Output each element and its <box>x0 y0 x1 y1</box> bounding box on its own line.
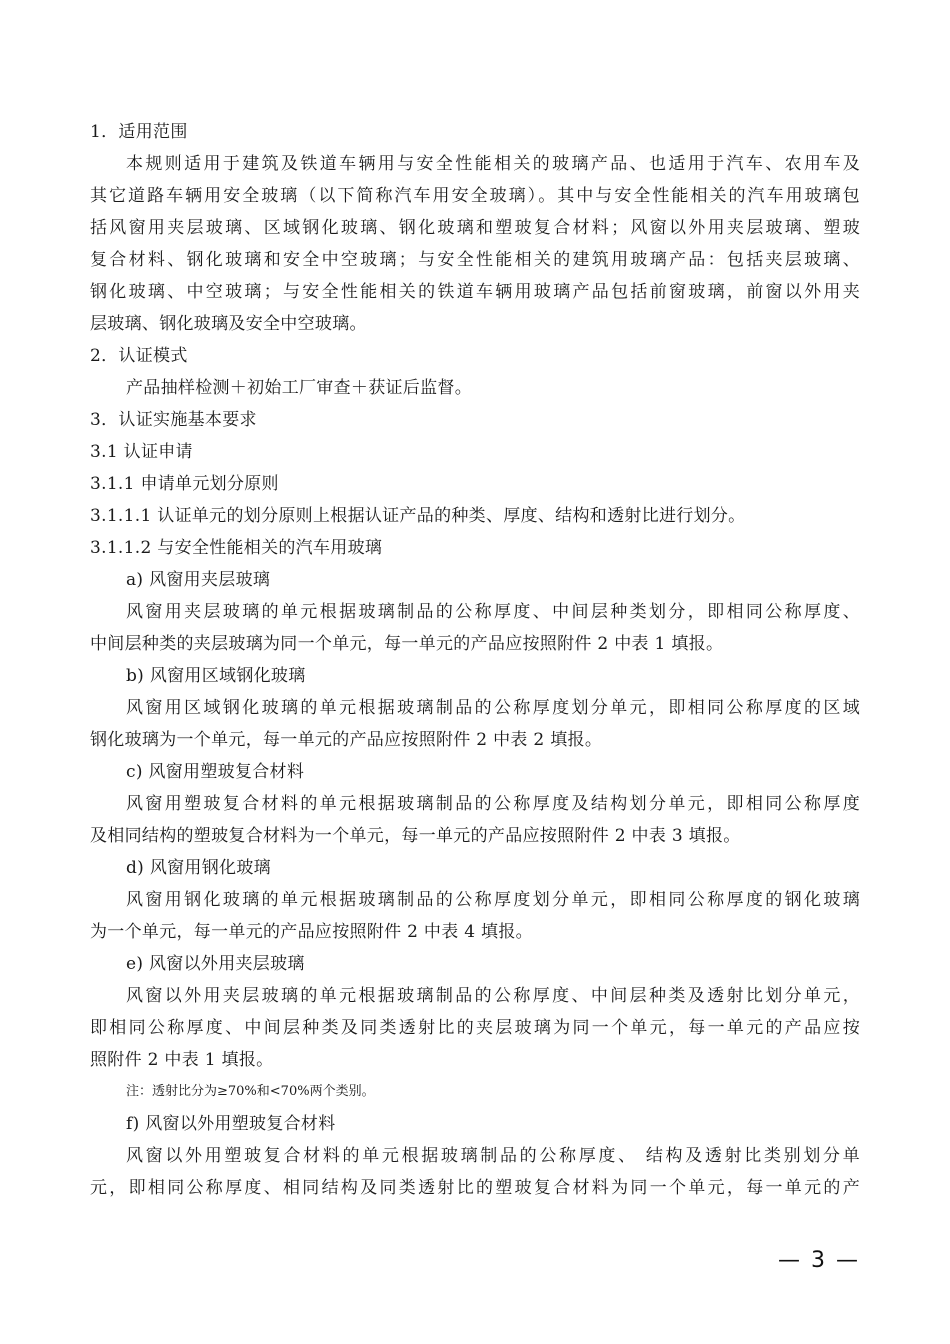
text-line: 3.1.1 申请单元划分原则 <box>90 474 279 494</box>
text-line: 风窗以外用塑玻复合材料的单元根据玻璃制品的公称厚度、 结构及透射比类别划分单 <box>126 1146 860 1166</box>
page-number: — 3 — <box>778 1248 860 1273</box>
body-text-block-continued <box>90 1108 860 1204</box>
text-line: 复合材料、钢化玻璃和安全中空玻璃；与安全性能相关的建筑用玻璃产品：包括夹层玻璃、 <box>90 250 860 270</box>
document-body <box>90 116 860 1204</box>
body-text-block <box>90 116 860 1076</box>
text-line: 风窗用钢化玻璃的单元根据玻璃制品的公称厚度划分单元，即相同公称厚度的钢化玻璃 <box>126 890 860 910</box>
text-line: 1．适用范围 <box>90 122 188 142</box>
text-line: 其它道路车辆用安全玻璃（以下简称汽车用安全玻璃）。其中与安全性能相关的汽车用玻璃包 <box>90 186 860 206</box>
text-line: 3．认证实施基本要求 <box>90 410 257 430</box>
text-line: d) 风窗用钢化玻璃 <box>126 858 271 878</box>
text-line: 本规则适用于建筑及铁道车辆用与安全性能相关的玻璃产品、也适用于汽车、农用车及 <box>126 154 860 174</box>
text-line: c) 风窗用塑玻复合材料 <box>126 762 305 782</box>
text-line: 照附件 2 中表 1 填报。 <box>90 1050 274 1070</box>
text-line: 中间层种类的夹层玻璃为同一个单元，每一单元的产品应按照附件 2 中表 1 填报。 <box>90 634 724 654</box>
text-line: 元，即相同公称厚度、相同结构及同类透射比的塑玻复合材料为同一个单元，每一单元的产 <box>90 1178 860 1198</box>
text-line: 风窗用塑玻复合材料的单元根据玻璃制品的公称厚度及结构划分单元，即相同公称厚度 <box>126 794 860 814</box>
text-line: 即相同公称厚度、中间层种类及同类透射比的夹层玻璃为同一个单元，每一单元的产品应按 <box>90 1018 860 1038</box>
text-line: 括风窗用夹层玻璃、区域钢化玻璃、钢化玻璃和塑玻复合材料；风窗以外用夹层玻璃、塑玻 <box>90 218 860 238</box>
text-line: 钢化玻璃、中空玻璃；与安全性能相关的铁道车辆用玻璃产品包括前窗玻璃，前窗以外用夹 <box>90 282 860 302</box>
text-line: f) 风窗以外用塑玻复合材料 <box>126 1114 336 1134</box>
text-line: 3.1.1.1 认证单元的划分原则上根据认证产品的种类、厚度、结构和透射比进行划分。 <box>90 506 746 526</box>
footnote-transmittance: 注：透射比分为≥70%和<70%两个类别。 <box>126 1084 375 1099</box>
text-line: 钢化玻璃为一个单元，每一单元的产品应按照附件 2 中表 2 填报。 <box>90 730 603 750</box>
text-line: 2．认证模式 <box>90 346 188 366</box>
text-line: 3.1 认证申请 <box>90 442 193 462</box>
text-line: e) 风窗以外用夹层玻璃 <box>126 954 305 974</box>
text-line: 风窗以外用夹层玻璃的单元根据玻璃制品的公称厚度、中间层种类及透射比划分单元， <box>126 986 860 1006</box>
text-line: 及相同结构的塑玻复合材料为一个单元，每一单元的产品应按照附件 2 中表 3 填报。 <box>90 826 741 846</box>
text-line: b) 风窗用区域钢化玻璃 <box>126 666 306 686</box>
text-line: 风窗用夹层玻璃的单元根据玻璃制品的公称厚度、中间层种类划分，即相同公称厚度、 <box>126 602 860 622</box>
text-line: 3.1.1.2 与安全性能相关的汽车用玻璃 <box>90 538 383 558</box>
text-line: 为一个单元，每一单元的产品应按照附件 2 中表 4 填报。 <box>90 922 533 942</box>
text-line: 产品抽样检测＋初始工厂审查＋获证后监督。 <box>126 378 472 398</box>
text-line: 风窗用区域钢化玻璃的单元根据玻璃制品的公称厚度划分单元，即相同公称厚度的区域 <box>126 698 860 718</box>
text-line: a) 风窗用夹层玻璃 <box>126 570 271 590</box>
text-line: 层玻璃、钢化玻璃及安全中空玻璃。 <box>90 314 367 334</box>
